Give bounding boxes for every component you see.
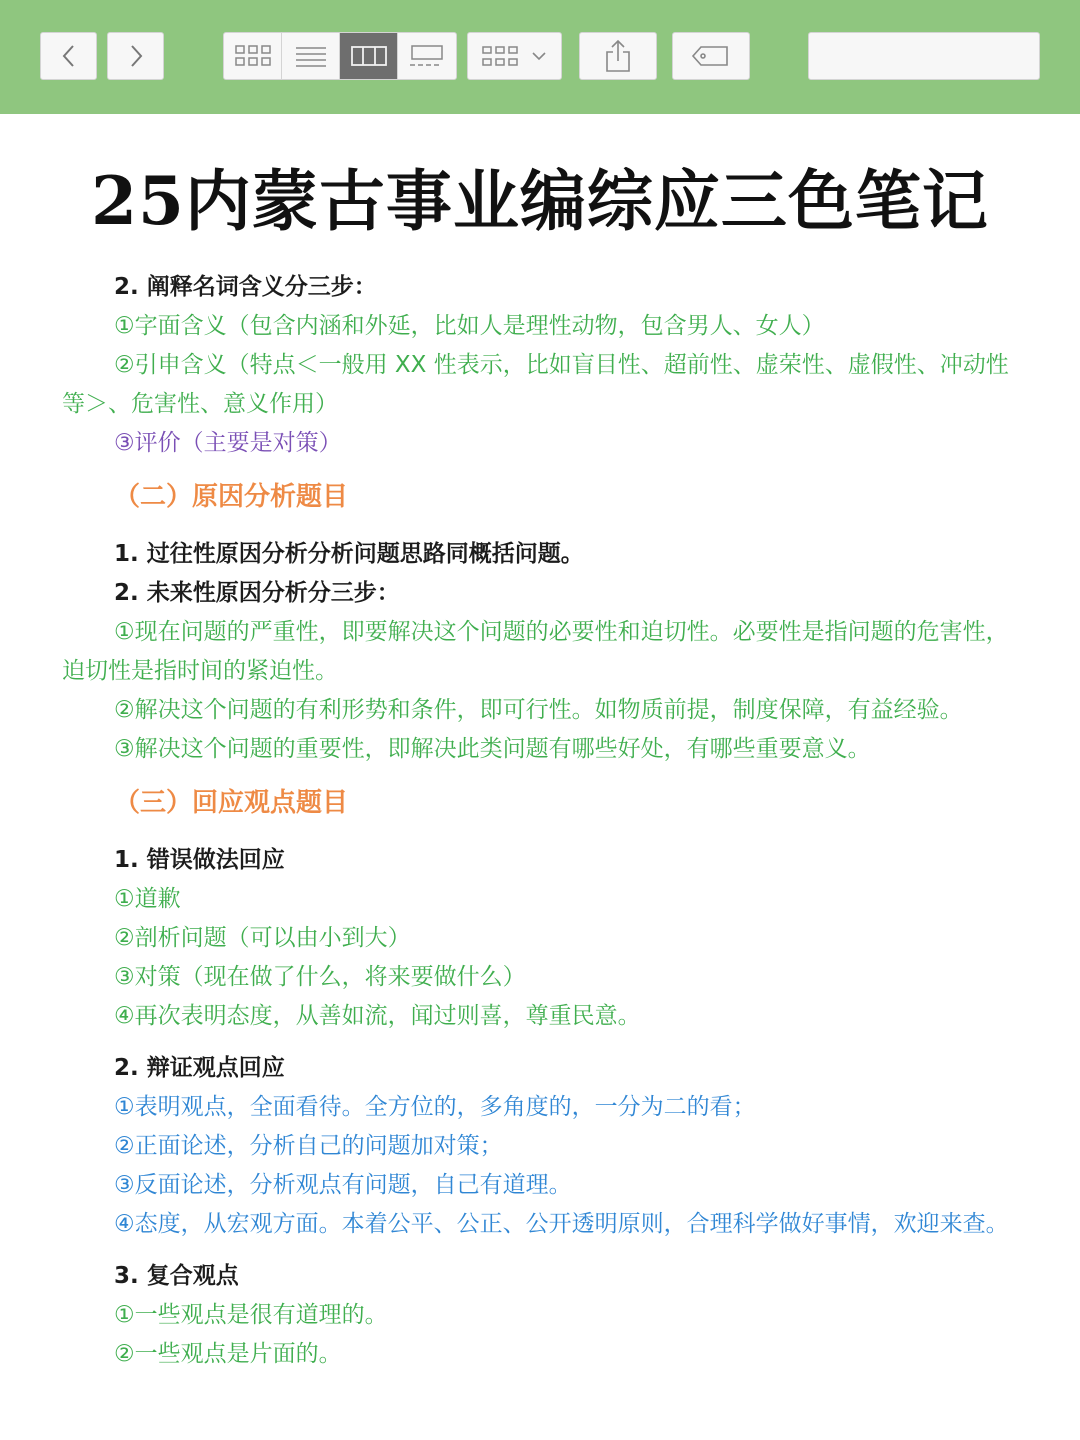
gallery-view-icon <box>408 44 446 68</box>
search-field[interactable] <box>808 32 1040 80</box>
window-toolbar <box>0 0 1080 114</box>
gallery-view-button[interactable] <box>398 33 456 79</box>
subheading-wrong-practice: 1. 错误做法回应 <box>114 847 285 873</box>
section-heading-cause: （二）原因分析题目 <box>114 482 349 512</box>
share-button[interactable] <box>579 32 657 80</box>
group-by-button[interactable] <box>467 32 562 80</box>
grid-view-icon <box>234 44 272 68</box>
cause-step-2: ②解决这个问题的有利形势和条件，即可行性。如物质前提，制度保障，有益经验。 <box>114 697 963 723</box>
forward-button[interactable] <box>107 32 164 80</box>
view-switcher <box>223 32 457 80</box>
cause-step-3: ③解决这个问题的重要性，即解决此类问题有哪些好处，有哪些重要意义。 <box>114 736 871 762</box>
tag-button[interactable] <box>672 32 750 80</box>
dialectical-step-3: ③反面论述，分析观点有问题，自己有道理。 <box>114 1172 572 1198</box>
wrong-step-3: ③对策（现在做了什么，将来要做什么） <box>114 964 526 990</box>
chevron-right-icon <box>126 43 146 69</box>
wrong-step-2: ②剖析问题（可以由小到大） <box>114 925 411 951</box>
column-view-button[interactable] <box>340 33 398 79</box>
back-button[interactable] <box>40 32 97 80</box>
note-body <box>62 268 1022 1374</box>
cause-step-1: ①现在问题的严重性，即要解决这个问题的必要性和迫切性。必要性是指问题的危害性，迫切性是指时间的紧迫性。 <box>62 619 1009 684</box>
explain-step-2: ②引申含义（特点＜一般用 XX 性表示，比如盲目性、超前性、虚荣性、虚假性、冲动性等＞、危害性、意义作用） <box>62 352 1009 417</box>
list-view-icon <box>294 45 328 67</box>
explain-step-1: ①字面含义（包含内涵和外延，比如人是理性动物，包含男人、女人） <box>114 313 825 339</box>
page-title: 25内蒙古事业编综应三色笔记 <box>91 162 989 240</box>
dialectical-step-4: ④态度，从宏观方面。本着公平、公正、公开透明原则，合理科学做好事情，欢迎来查。 <box>114 1211 1009 1237</box>
subheading-explain: 2. 阐释名词含义分三步： <box>114 274 377 300</box>
wrong-step-4: ④再次表明态度，从善如流，闻过则喜，尊重民意。 <box>114 1003 641 1029</box>
subheading-past-cause: 1. 过往性原因分析分析问题思路同概括问题。 <box>114 541 584 567</box>
group-by-icon <box>481 44 521 68</box>
share-icon <box>603 39 633 73</box>
search-input[interactable] <box>829 36 1054 76</box>
wrong-step-1: ①道歉 <box>114 886 181 912</box>
tag-icon <box>691 44 731 68</box>
section-heading-response: （三）回应观点题目 <box>114 788 349 818</box>
subheading-future-cause: 2. 未来性原因分析分三步： <box>114 580 400 606</box>
compound-step-2: ②一些观点是片面的。 <box>114 1341 342 1367</box>
list-view-button[interactable] <box>282 33 340 79</box>
subheading-compound: 3. 复合观点 <box>114 1263 239 1289</box>
column-view-icon <box>350 45 388 67</box>
chevron-down-icon <box>529 49 549 63</box>
dialectical-step-2: ②正面论述，分析自己的问题加对策； <box>114 1133 503 1159</box>
chevron-left-icon <box>59 43 79 69</box>
dialectical-step-1: ①表明观点，全面看待。全方位的，多角度的，一分为二的看； <box>114 1094 756 1120</box>
compound-step-1: ①一些观点是很有道理的。 <box>114 1302 388 1328</box>
grid-view-button[interactable] <box>224 33 282 79</box>
explain-step-3: ③评价（主要是对策） <box>114 430 342 456</box>
subheading-dialectical: 2. 辩证观点回应 <box>114 1055 285 1081</box>
